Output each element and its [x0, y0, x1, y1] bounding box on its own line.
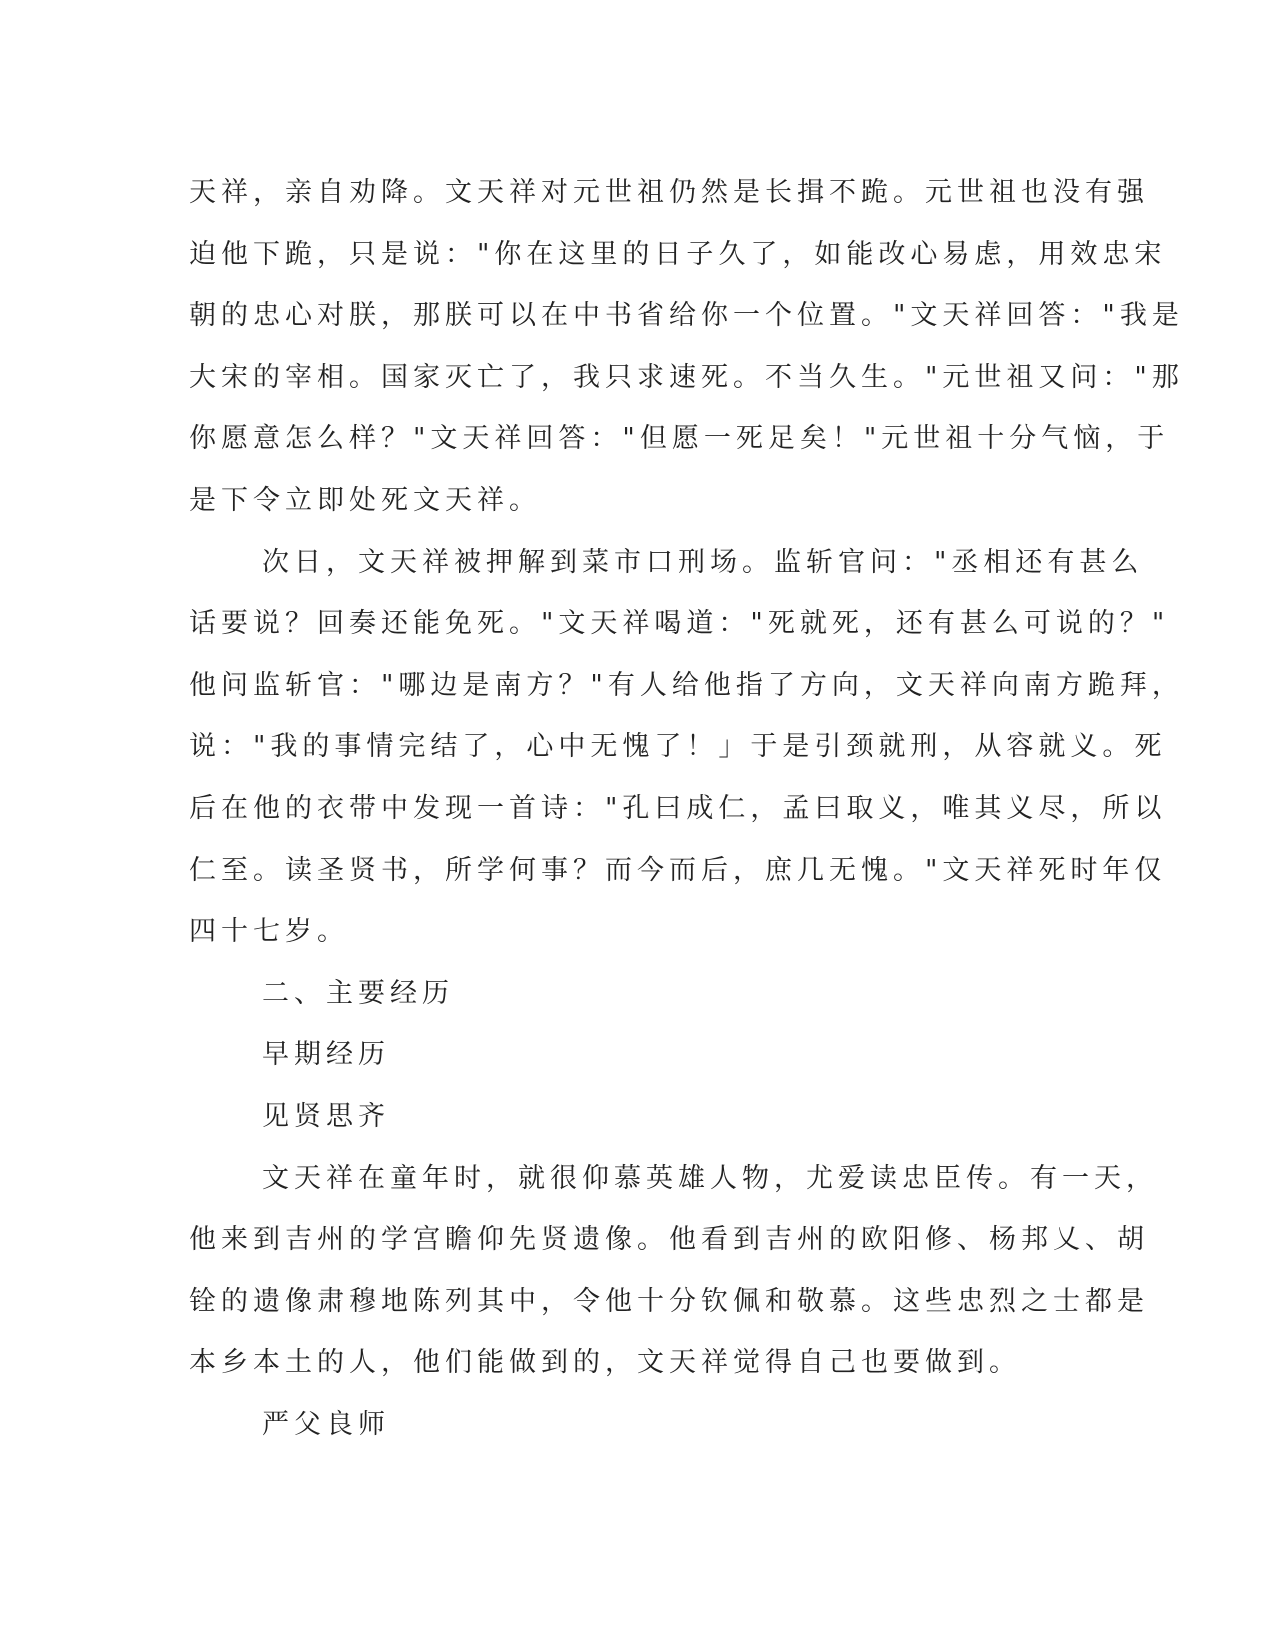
text-line: 次日，文天祥被押解到菜市口刑场。监斩官问："丞相还有甚么	[262, 546, 1144, 578]
paragraph	[189, 532, 1184, 963]
text-line: 文天祥在童年时，就很仰慕英雄人物，尤爱读忠臣传。有一天，	[262, 1162, 1158, 1194]
document-body	[189, 162, 1184, 1455]
text-line: 他问监斩官："哪边是南方？"有人给他指了方向，文天祥向南方跪拜，	[189, 669, 1184, 701]
paragraph	[189, 162, 1184, 532]
text-line: 他来到吉州的学宫瞻仰先贤遗像。他看到吉州的欧阳修、杨邦乂、胡	[189, 1224, 1149, 1256]
subsection-heading: 严父良师	[262, 1408, 390, 1440]
text-line: 朝的忠心对朕，那朕可以在中书省给你一个位置。"文天祥回答："我是	[189, 300, 1184, 332]
text-line: 四十七岁。	[189, 916, 349, 948]
text-line: 仁至。读圣贤书，所学何事？而今而后，庶几无愧。"文天祥死时年仅	[189, 854, 1167, 886]
text-line: 天祥，亲自劝降。文天祥对元世祖仍然是长揖不跪。元世祖也没有强	[189, 177, 1149, 208]
subsection-heading: 见贤思齐	[262, 1100, 390, 1132]
text-line: 说："我的事情完结了，心中无愧了！」于是引颈就刑，从容就义。死	[189, 731, 1167, 763]
paragraph	[189, 1148, 1158, 1394]
text-line: 迫他下跪，只是说："你在这里的日子久了，如能改心易虑，用效忠宋	[189, 238, 1167, 270]
text-line: 大宋的宰相。国家灭亡了，我只求速死。不当久生。"元世祖又问："那	[189, 361, 1184, 393]
text-line: 话要说？回奏还能免死。"文天祥喝道："死就死，还有甚么可说的？"	[189, 608, 1170, 640]
text-line: 本乡本土的人，他们能做到的，文天祥觉得自己也要做到。	[189, 1347, 1021, 1379]
text-line: 铨的遗像肃穆地陈列其中，令他十分钦佩和敬慕。这些忠烈之士都是	[189, 1285, 1149, 1317]
subsection-heading: 早期经历	[262, 1039, 390, 1071]
section-heading: 二、主要经历	[262, 977, 454, 1009]
text-line: 你愿意怎么样？"文天祥回答："但愿一死足矣！"元世祖十分气恼，于	[189, 423, 1170, 455]
text-line: 后在他的衣带中发现一首诗："孔曰成仁，孟曰取义，唯其义尽，所以	[189, 792, 1167, 824]
text-line: 是下令立即处死文天祥。	[189, 484, 541, 516]
